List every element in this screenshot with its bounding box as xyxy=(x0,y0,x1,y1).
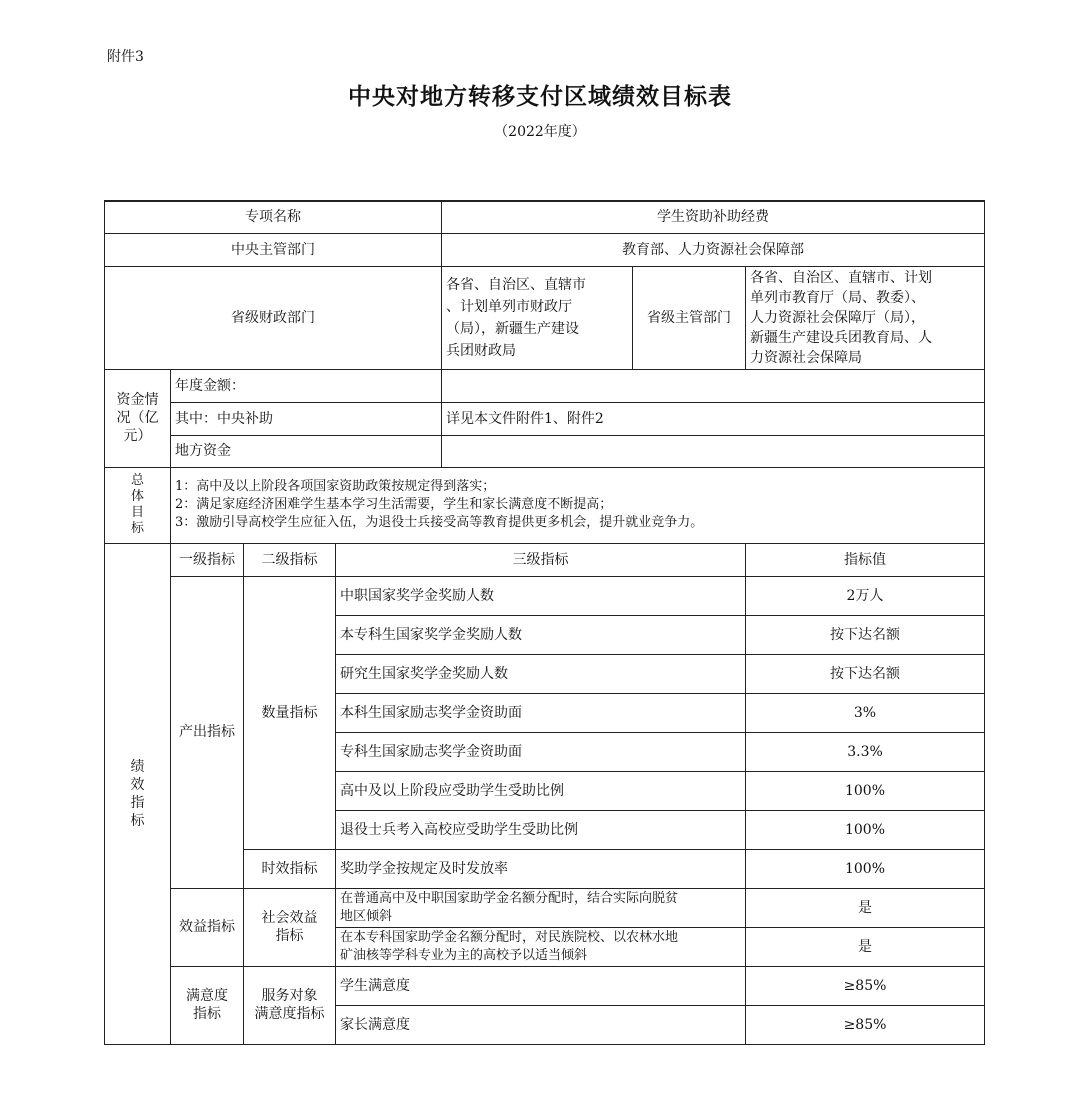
header-level1: 一级指标 xyxy=(171,543,244,576)
social-benefit-label: 社会效益 指标 xyxy=(244,888,336,966)
central-dept-label: 中央主管部门 xyxy=(105,233,442,266)
central-subsidy-value: 详见本文件附件1、附件2 xyxy=(442,402,985,435)
overall-goals-label: 总 体 目 标 xyxy=(105,467,171,543)
indicator-row-name: 退役士兵考入高校应受助学生受助比例 xyxy=(336,810,746,849)
indicator-row-value: 3.3% xyxy=(746,732,985,771)
indicator-row-name: 家长满意度 xyxy=(336,1005,746,1044)
header-value: 指标值 xyxy=(746,543,985,576)
indicator-row-value: 100% xyxy=(746,771,985,810)
project-name-label: 专项名称 xyxy=(105,201,442,233)
indicator-row-name: 在本专科国家助学金名额分配时，对民族院校、以农林水地 矿油核等学科专业为主的高校予以适当倾斜 xyxy=(336,927,746,966)
prov-finance-value: 各省、自治区、直辖市 、计划单列市财政厅 （局），新疆生产建设 兵团财政局 xyxy=(442,266,633,369)
attachment-label: 附件3 xyxy=(107,49,144,65)
indicator-row-name: 专科生国家励志奖学金资助面 xyxy=(336,732,746,771)
indicator-row-value: ≥85% xyxy=(746,966,985,1005)
central-dept-value: 教育部、人力资源社会保障部 xyxy=(442,233,985,266)
service-satisfaction-label: 服务对象 满意度指标 xyxy=(244,966,336,1044)
prov-finance-label: 省级财政部门 xyxy=(105,266,442,369)
annual-amount-value xyxy=(442,369,985,402)
indicator-row-value: 2万人 xyxy=(746,576,985,615)
benefit-indicator-label: 效益指标 xyxy=(171,888,244,966)
header-level3: 三级指标 xyxy=(336,543,746,576)
project-name-value: 学生资助补助经费 xyxy=(442,201,985,233)
prov-dept-label: 省级主管部门 xyxy=(633,266,746,369)
indicator-row-value: 按下达名额 xyxy=(746,615,985,654)
prov-dept-value: 各省、自治区、直辖市、计划 单列市教育厅（局、教委）、 人力资源社会保障厅（局）， 新疆生产建设兵团教育局、人 力资源社会保障局 xyxy=(746,266,985,369)
funds-label: 资金情 况（亿 元） xyxy=(105,369,171,467)
quantity-indicator-label: 数量指标 xyxy=(244,576,336,849)
indicator-row-value: ≥85% xyxy=(746,1005,985,1044)
indicator-row-name: 本科生国家励志奖学金资助面 xyxy=(336,693,746,732)
indicator-row-value: 100% xyxy=(746,810,985,849)
indicator-row-value: 100% xyxy=(746,849,985,888)
satisfaction-indicator-label: 满意度 指标 xyxy=(171,966,244,1044)
indicator-row-name: 本专科生国家奖学金奖励人数 xyxy=(336,615,746,654)
indicator-row-name: 学生满意度 xyxy=(336,966,746,1005)
indicator-row-name: 中职国家奖学金奖励人数 xyxy=(336,576,746,615)
indicator-row-name: 高中及以上阶段应受助学生受助比例 xyxy=(336,771,746,810)
indicator-row-value: 3% xyxy=(746,693,985,732)
local-funds-label: 地方资金 xyxy=(171,435,442,467)
overall-goals-text: 1：高中及以上阶段各项国家资助政策按规定得到落实； 2：满足家庭经济困难学生基本学习生活需要，学生和家长满意度不断提高； 3：激励引导高校学生应征入伍，为退役士兵接受高等教育提供更多机会，提升就业竞争力。 xyxy=(171,467,985,543)
local-funds-value xyxy=(442,435,985,467)
indicator-row-value: 按下达名额 xyxy=(746,654,985,693)
timeliness-indicator-label: 时效指标 xyxy=(244,849,336,888)
year-label: （2022年度） xyxy=(494,124,586,140)
output-indicator-label: 产出指标 xyxy=(171,576,244,888)
page-title: 中央对地方转移支付区域绩效目标表 xyxy=(348,83,732,110)
performance-target-table xyxy=(104,200,985,1045)
indicator-row-value: 是 xyxy=(746,888,985,927)
indicator-row-name: 在普通高中及中职国家助学金名额分配时，结合实际向脱贫 地区倾斜 xyxy=(336,888,746,927)
performance-indicators-label: 绩 效 指 标 xyxy=(105,543,171,1044)
indicator-row-name: 奖助学金按规定及时发放率 xyxy=(336,849,746,888)
central-subsidy-label: 其中：中央补助 xyxy=(171,402,442,435)
header-level2: 二级指标 xyxy=(244,543,336,576)
indicator-row-value: 是 xyxy=(746,927,985,966)
annual-amount-label: 年度金额： xyxy=(171,369,442,402)
indicator-row-name: 研究生国家奖学金奖励人数 xyxy=(336,654,746,693)
